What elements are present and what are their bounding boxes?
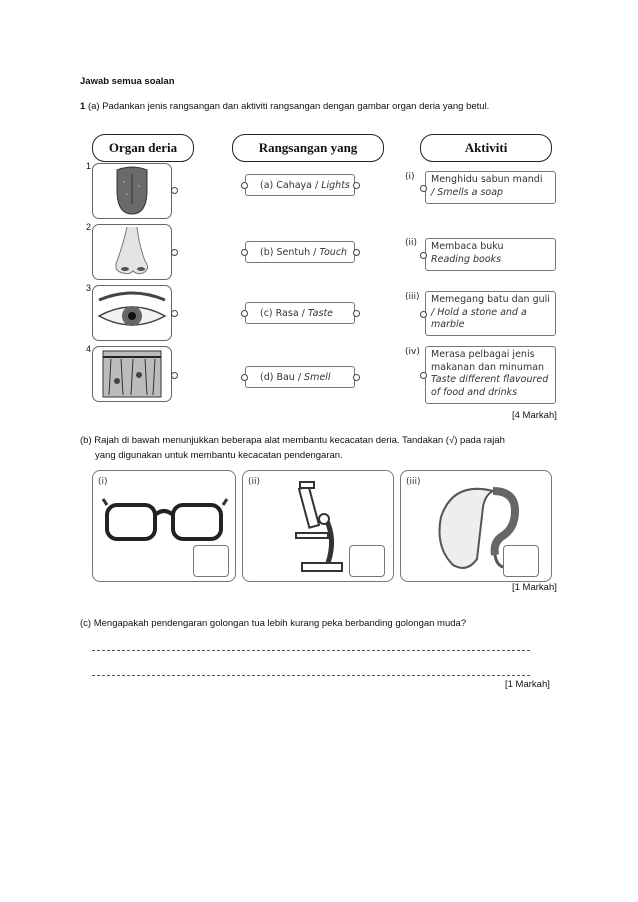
question-1c-text: (c) Mengapakah pendengaran golongan tua lebih kurang peka berbanding golongan muda? [80,618,467,629]
organ-number: 2 [86,222,92,232]
connector-dot[interactable] [353,310,360,317]
activity-roman: (i) [405,172,415,182]
organ-box-eye [92,285,172,341]
activity-text: Merasa pelbagai jenis makanan dan minuman [431,349,545,373]
activity-box-soap [425,171,556,204]
eye-icon [93,286,171,340]
picture-box-microscope [242,470,394,582]
picture-label: (i) [98,477,108,487]
connector-dot[interactable] [241,182,248,189]
activity-roman: (ii) [405,238,418,248]
stimulus-label: (d) Bau / [260,371,302,383]
organ-box-tongue [92,163,172,219]
picture-label: (iii) [406,477,421,487]
connector-dot[interactable] [171,310,178,317]
question-1b-line1: (b) Rajah di bawah menunjukkan beberapa alat membantu kecacatan deria. Tandakan (√) pada rajah [80,435,505,446]
stimulus-box-smell [245,366,355,388]
activity-text-en: Reading books [431,253,502,265]
connector-dot[interactable] [420,311,427,318]
organ-number: 3 [86,283,92,293]
picture-box-glasses [92,470,236,582]
nose-icon [93,225,171,279]
connector-dot[interactable] [241,249,248,256]
stimulus-label: (a) Cahaya / [260,179,319,191]
activity-text-en: / Smells a soap [431,186,504,198]
organ-number: 4 [86,344,92,354]
connector-dot[interactable] [171,249,178,256]
glasses-icon [99,493,229,553]
activity-roman: (iii) [405,292,420,302]
activity-box-reading [425,238,556,271]
connector-dot[interactable] [171,372,178,379]
connector-dot[interactable] [353,374,360,381]
answer-line[interactable] [92,650,530,651]
connector-dot[interactable] [171,187,178,194]
header-rangsangan: Rangsangan yang [232,134,384,162]
stimulus-box-lights [245,174,355,196]
activity-text: Memegang batu dan guli [431,294,550,305]
activity-box-stone [425,291,556,336]
connector-dot[interactable] [420,372,427,379]
question-number: 1 [80,101,86,112]
picture-box-hearing-aid [400,470,552,582]
tongue-icon [93,164,171,218]
connector-dot[interactable] [241,310,248,317]
connector-dot[interactable] [353,182,360,189]
connector-dot[interactable] [420,185,427,192]
microscope-icon [288,479,348,574]
picture-label: (ii) [248,477,261,487]
stimulus-box-touch [245,241,355,263]
stimulus-box-taste [245,302,355,324]
organ-number: 1 [86,161,92,171]
organ-box-skin [92,346,172,402]
stimulus-label-en: Lights [321,179,350,191]
activity-text: Membaca buku [431,241,504,252]
question-1a-text [80,101,489,112]
activity-roman: (iv) [405,347,420,357]
marks-1b: [1 Markah] [512,582,557,593]
tick-box-hearing-aid[interactable] [503,545,539,577]
stimulus-label: (b) Sentuh / [260,246,317,258]
connector-dot[interactable] [353,249,360,256]
activity-box-taste [425,346,556,404]
activity-text-en: Taste different flavoured of food and drinks [431,374,549,398]
activity-text-en: / Hold a stone and a marble [431,306,527,330]
stimulus-label-en: Taste [307,307,334,319]
question-1a-body: (a) Padankan jenis rangsangan dan aktiviti rangsangan dengan gambar organ deria yang betul. [87,101,490,112]
skin-icon [93,347,171,401]
question-1b-line2: yang digunakan untuk membantu kecacatan pendengaran. [95,450,343,461]
header-organ-deria: Organ deria [92,134,194,162]
header-aktiviti: Aktiviti [420,134,552,162]
organ-box-nose [92,224,172,280]
connector-dot[interactable] [420,252,427,259]
tick-box-microscope[interactable] [349,545,385,577]
marks-1c: [1 Markah] [505,679,550,690]
answer-line[interactable] [92,675,530,676]
marks-1a: [4 Markah] [512,410,557,421]
instruction: Jawab semua soalan [80,76,175,87]
tick-box-glasses[interactable] [193,545,229,577]
stimulus-label-en: Smell [304,371,331,383]
stimulus-label: (c) Rasa / [260,307,305,319]
stimulus-label-en: Touch [319,246,348,258]
activity-text: Menghidu sabun mandi [431,174,543,185]
connector-dot[interactable] [241,374,248,381]
